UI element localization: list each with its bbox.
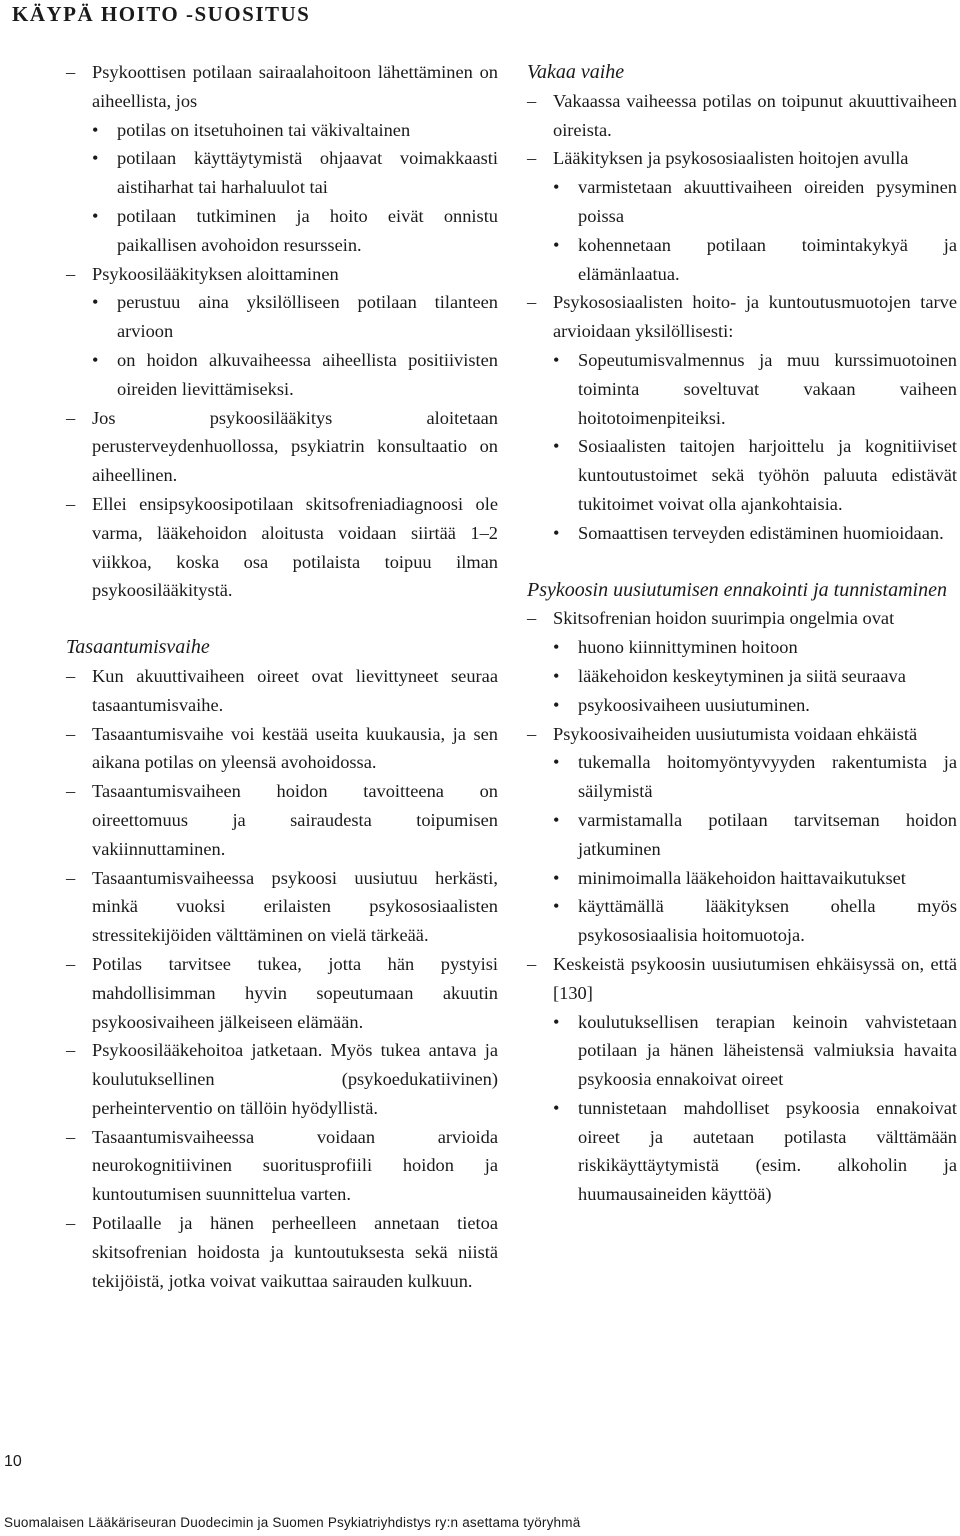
bullet-item: • käyttämällä lääkityksen ohella myös psykososiaalisia hoitomuotoja.: [527, 892, 957, 950]
bullet-item: • perustuu aina yksilölliseen potilaan tilanteen arvioon: [66, 288, 498, 346]
bullet-item: • varmistamalla potilaan tarvitseman hoidon jatkuminen: [527, 806, 957, 864]
bullet-item: • potilaan tutkiminen ja hoito eivät onnistu paikallisen avohoidon resurssein.: [66, 202, 498, 260]
page-header: KÄYPÄ HOITO -SUOSITUS: [12, 2, 311, 26]
dash-item: – Kun akuuttivaiheen oireet ovat lievittyneet seuraa tasaantumisvaihe.: [66, 662, 498, 720]
dash-item: – Tasaantumisvaiheen hoidon tavoitteena on oireettomuus ja sairaudesta toipumisen vakiinnuttaminen.: [66, 777, 498, 863]
bullet-item: • kohennetaan potilaan toimintakykyä ja elämänlaatua.: [527, 231, 957, 289]
bullet-item: • Somaattisen terveyden edistäminen huomioidaan.: [527, 519, 957, 548]
bullet-item: • lääkehoidon keskeytyminen ja siitä seuraava: [527, 662, 957, 691]
bullet-item: • huono kiinnittyminen hoitoon: [527, 633, 957, 662]
dash-item: – Lääkityksen ja psykososiaalisten hoitojen avulla: [527, 144, 957, 173]
right-column: [527, 58, 957, 1209]
bullet-item: • potilaan käyttäytymistä ohjaavat voimakkaasti aistiharhat tai harhaluulot tai: [66, 144, 498, 202]
left-column: [66, 58, 498, 1295]
bullet-item: • koulutuksellisen terapian keinoin vahvistetaan potilaan ja hänen läheistensä valmiuksia havaita psykoosia ennakoivat oireet: [527, 1008, 957, 1094]
dash-item: – Psykososiaalisten hoito- ja kuntoutusmuotojen tarve arvioidaan yksilöllisesti:: [527, 288, 957, 346]
bullet-item: • varmistetaan akuuttivaiheen oireiden pysyminen poissa: [527, 173, 957, 231]
section-heading-tasaantumisvaihe: Tasaantumisvaihe: [66, 636, 210, 659]
bullet-item: • minimoimalla lääkehoidon haittavaikutukset: [527, 864, 957, 893]
intro-list: [66, 58, 498, 605]
dash-item: – Ellei ensipsykoosipotilaan skitsofreniadiagnoosi ole varma, lääkehoidon aloitusta voidaan siirtää 1–2 viikkoa, koska osa potilaista toipuu ilman psykoosilääkitystä.: [66, 490, 498, 605]
dash-item: – Tasaantumisvaiheessa psykoosi uusiutuu herkästi, minkä vuoksi erilaisten psykososiaalisten stressitekijöiden välttäminen on vielä tärkeää.: [66, 864, 498, 950]
dash-item: – Psykoottisen potilaan sairaalahoitoon lähettäminen on aiheellista, jos: [66, 58, 498, 116]
dash-item: – Keskeistä psykoosin uusiutumisen ehkäisyssä on, että [130]: [527, 950, 957, 1008]
dash-item: – Psykoosivaiheiden uusiutumista voidaan ehkäistä: [527, 720, 957, 749]
bullet-item: • psykoosivaiheen uusiutuminen.: [527, 691, 957, 720]
dash-item: – Jos psykoosilääkitys aloitetaan perusterveydenhuollossa, psykiatrin konsultaatio on aiheellinen.: [66, 404, 498, 490]
dash-item: – Tasaantumisvaiheessa voidaan arvioida neurokognitiivinen suoritusprofiili hoidon ja kuntoutumisen suunnittelua varten.: [66, 1123, 498, 1209]
bullet-item: • tukemalla hoitomyöntyvyyden rakentumista ja säilymistä: [527, 748, 957, 806]
page-number: 10: [4, 1453, 22, 1470]
dash-item: – Psykoosilääkityksen aloittaminen: [66, 260, 498, 289]
dash-item: – Potilas tarvitsee tukea, jotta hän pystyisi mahdollisimman hyvin sopeutumaan akuutin psykoosivaiheen jälkeiseen elämään.: [66, 950, 498, 1036]
footer-text: Suomalaisen Lääkäriseuran Duodecimin ja Suomen Psykiatriyhdistys ry:n asettama työryhmä: [4, 1515, 581, 1530]
section-heading-uusiutuminen: Psykoosin uusiutumisen ennakointi ja tunnistaminen: [527, 578, 947, 601]
tasaantumisvaihe-list: [66, 662, 498, 1296]
dash-item: – Psykoosilääkehoitoa jatketaan. Myös tukea antava ja koulutuksellinen (psykoedukatiivinen) perheinterventio on tällöin hyödyllistä.: [66, 1036, 498, 1122]
bullet-item: • tunnistetaan mahdolliset psykoosia ennakoivat oireet ja autetaan potilasta välttämään riskikäyttäytymistä (esim. alkoholin ja huumausaineiden käyttöä): [527, 1094, 957, 1209]
section-heading-vakaa-vaihe: Vakaa vaihe: [527, 61, 625, 83]
dash-item: – Skitsofrenian hoidon suurimpia ongelmia ovat: [527, 604, 957, 633]
dash-item: – Vakaassa vaiheessa potilas on toipunut akuuttivaiheen oireista.: [527, 87, 957, 145]
bullet-item: • on hoidon alkuvaiheessa aiheellista positiivisten oireiden lievittämiseksi.: [66, 346, 498, 404]
bullet-item: • Sosiaalisten taitojen harjoittelu ja kognitiiviset kuntoutustoimet sekä työhön paluuta edistävät tukitoimet voivat olla ajankohtaisia.: [527, 432, 957, 518]
uusiutuminen-list: [527, 604, 957, 1209]
dash-item: – Tasaantumisvaihe voi kestää useita kuukausia, ja sen aikana potilas on yleensä avohoidossa.: [66, 720, 498, 778]
bullet-item: • Sopeutumisvalmennus ja muu kurssimuotoinen toiminta soveltuvat vakaan vaiheen hoitotoimenpiteiksi.: [527, 346, 957, 432]
vakaa-vaihe-list: [527, 87, 957, 548]
dash-item: – Potilaalle ja hänen perheelleen annetaan tietoa skitsofrenian hoidosta ja kuntoutuksesta sekä niistä tekijöistä, jotka voivat vaikuttaa sairauden kulkuun.: [66, 1209, 498, 1295]
bullet-item: • potilas on itsetuhoinen tai väkivaltainen: [66, 116, 498, 145]
